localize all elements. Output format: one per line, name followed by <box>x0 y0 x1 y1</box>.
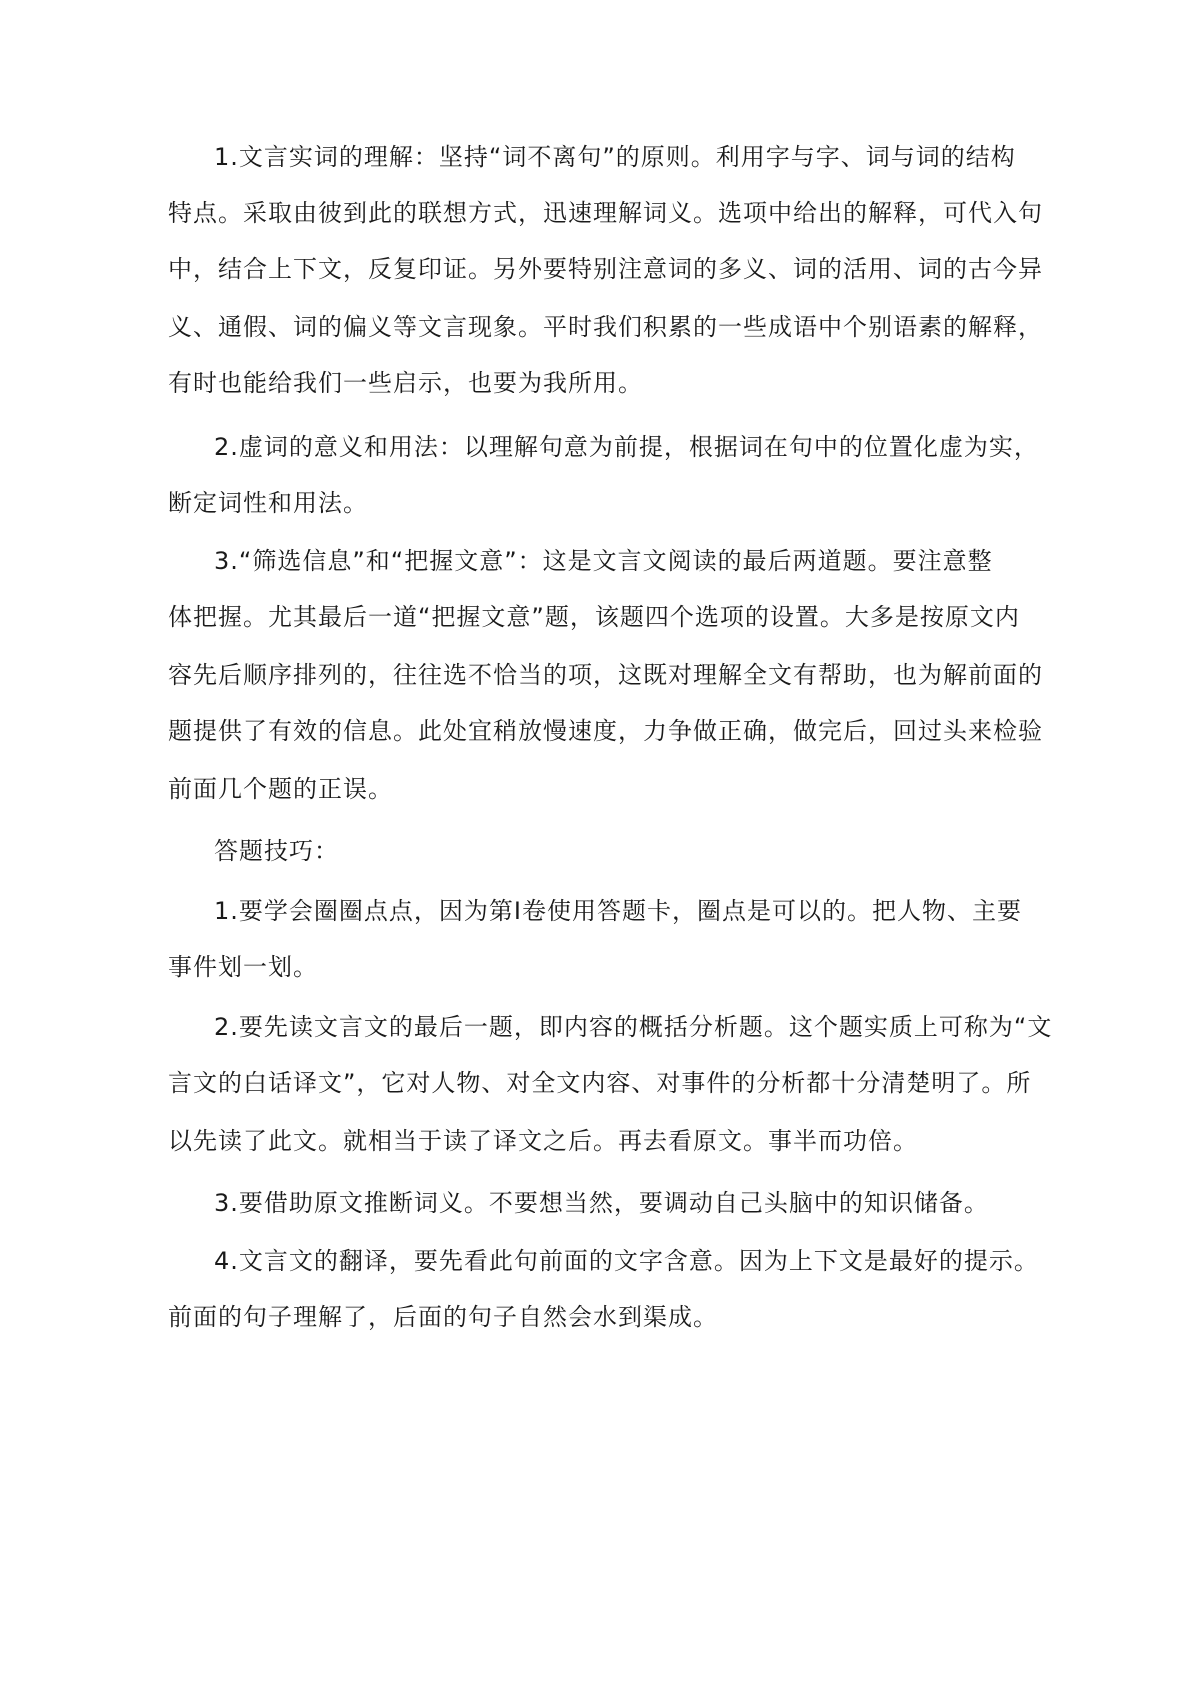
text-line: 有时也能给我们一些启示，也要为我所用。 <box>168 369 643 397</box>
text-line: 3.要借助原文推断词义。不要想当然，要调动自己头脑中的知识储备。 <box>214 1189 989 1217</box>
text-line: 言文的白话译文”，它对人物、对全文内容、对事件的分析都十分清楚明了。所 <box>168 1069 1032 1097</box>
text-line: 2.要先读文言文的最后一题，即内容的概括分析题。这个题实质上可称为“文 <box>214 1013 1053 1041</box>
text-line: 事件划一划。 <box>168 953 318 981</box>
section-heading: 答题技巧： <box>214 837 339 865</box>
text-line: 中，结合上下文，反复印证。另外要特别注意词的多义、词的活用、词的古今异 <box>168 255 1043 283</box>
text-line: 题提供了有效的信息。此处宜稍放慢速度，力争做正确，做完后，回过头来检验 <box>168 717 1043 745</box>
text-line: 4.文言文的翻译，要先看此句前面的文字含意。因为上下文是最好的提示。 <box>214 1247 1039 1275</box>
text-line: 义、通假、词的偏义等文言现象。平时我们积累的一些成语中个别语素的解释， <box>168 313 1043 341</box>
text-line: 2.虚词的意义和用法：以理解句意为前提，根据词在句中的位置化虚为实， <box>214 433 1039 461</box>
text-line: 1.要学会圈圈点点，因为第Ⅰ卷使用答题卡，圈点是可以的。把人物、主要 <box>214 897 1022 925</box>
text-line: 1.文言实词的理解：坚持“词不离句”的原则。利用字与字、词与词的结构 <box>214 143 1016 171</box>
text-line: 体把握。尤其最后一道“把握文意”题，该题四个选项的设置。大多是按原文内 <box>168 603 1020 631</box>
text-line: 特点。采取由彼到此的联想方式，迅速理解词义。选项中给出的解释，可代入句 <box>168 199 1043 227</box>
text-line: 前面几个题的正误。 <box>168 775 393 803</box>
text-line: 以先读了此文。就相当于读了译文之后。再去看原文。事半而功倍。 <box>168 1127 918 1155</box>
text-line: 断定词性和用法。 <box>168 489 368 517</box>
text-line: 前面的句子理解了，后面的句子自然会水到渠成。 <box>168 1303 718 1331</box>
text-line: 容先后顺序排列的，往往选不恰当的项，这既对理解全文有帮助，也为解前面的 <box>168 661 1043 689</box>
text-line: 3.“筛选信息”和“把握文意”：这是文言文阅读的最后两道题。要注意整 <box>214 547 993 575</box>
